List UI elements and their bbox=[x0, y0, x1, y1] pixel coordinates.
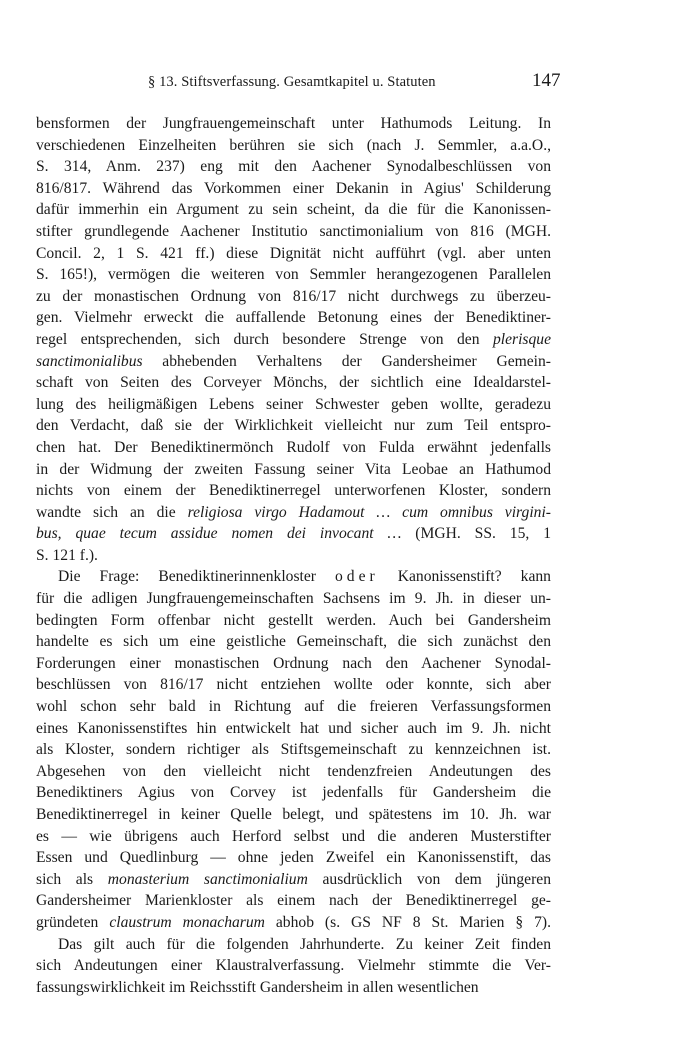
text-line bbox=[36, 156, 551, 178]
text-line bbox=[36, 178, 551, 200]
text-run: handelte es sich um eine geistliche Gemeinschaft, die sich zunächst den bbox=[36, 633, 551, 651]
text-run: zu der monastischen Ordnung von 816/17 nicht durchwegs zu überzeu- bbox=[36, 287, 551, 305]
page-number: 147 bbox=[532, 70, 561, 91]
running-head bbox=[36, 70, 561, 96]
text-run: wandte sich an die bbox=[36, 503, 188, 521]
text-line bbox=[36, 307, 551, 329]
text-run: eines Kanonissenstiftes hin entwickelt hat und sicher auch im 9. Jh. nicht bbox=[36, 719, 551, 737]
text-line bbox=[36, 264, 551, 286]
text-run: sich als bbox=[36, 870, 108, 888]
text-run: Concil. 2, 1 S. 421 ff.) diese Dignität nicht aufführt (vgl. aber unten bbox=[36, 244, 551, 262]
text-line bbox=[36, 459, 551, 481]
text-run: es — wie übrigens auch Herford selbst und die anderen Musterstifter bbox=[36, 827, 551, 845]
text-run: regel entsprechenden, sich durch besondere Strenge von den bbox=[36, 330, 493, 348]
text-line bbox=[36, 135, 551, 157]
text-line bbox=[36, 566, 551, 588]
text-line bbox=[36, 696, 551, 718]
text-run: beschlüssen von 816/17 nicht entziehen wollte oder konnte, sich aber bbox=[36, 676, 551, 694]
text-line bbox=[36, 372, 551, 394]
text-line bbox=[36, 329, 551, 351]
text-line bbox=[36, 890, 551, 912]
text-run: chen hat. Der Benediktinermönch Rudolf von Fulda erwähnt jedenfalls bbox=[36, 438, 551, 456]
text-run: in der Widmung der zweiten Fassung seiner Vita Leobae an Hathumod bbox=[36, 460, 551, 478]
text-line bbox=[36, 394, 551, 416]
text-run: wohl schon sehr bald in Richtung auf die freieren Verfassungsformen bbox=[36, 698, 551, 716]
text-run: abhob (s. GS NF 8 St. Marien § 7). bbox=[264, 913, 551, 931]
text-line bbox=[36, 718, 551, 740]
text-line bbox=[36, 804, 551, 826]
text-line bbox=[36, 631, 551, 653]
italic-text: claustrum monacharum bbox=[109, 913, 265, 931]
text-line bbox=[36, 351, 551, 373]
text-run: S. 165!), vermögen die weiteren von Semmler herangezogenen Parallelen bbox=[36, 266, 551, 284]
text-run: Die Frage: Benediktinerinnenkloster bbox=[58, 568, 335, 586]
text-run: Abgesehen von den vielleicht nicht tendenzfreien Andeutungen des bbox=[36, 762, 551, 780]
text-line bbox=[36, 221, 551, 243]
body-text bbox=[36, 113, 551, 998]
text-line bbox=[36, 739, 551, 761]
text-line bbox=[36, 113, 551, 135]
text-run: sich Andeutungen einer Klaustralverfassung. Vielmehr stimmte die Ver- bbox=[36, 957, 551, 975]
text-line bbox=[36, 653, 551, 675]
text-run: S. 314, Anm. 237) eng mit den Aachener Synodalbeschlüssen von bbox=[36, 158, 551, 176]
text-line bbox=[36, 243, 551, 265]
text-line bbox=[36, 286, 551, 308]
text-run: gen. Vielmehr erweckt die auffallende Betonung eines der Benediktiner- bbox=[36, 309, 551, 327]
text-run: lung des heiligmäßigen Lebens seiner Schwester geben wollte, geradezu bbox=[36, 395, 551, 413]
text-line bbox=[36, 782, 551, 804]
text-run: abhebenden Verhaltens der Gandersheimer Gemein- bbox=[142, 352, 551, 370]
text-run: Benediktinerregel in keiner Quelle belegt, und spätestens im 10. Jh. war bbox=[36, 806, 551, 823]
text-line bbox=[36, 977, 551, 999]
text-run: bensformen der Jungfrauengemeinschaft unter Hathumods Leitung. In bbox=[36, 115, 551, 132]
running-head-title: § 13. Stiftsverfassung. Gesamtkapitel u. Statuten bbox=[148, 74, 436, 90]
spaced-text: oder bbox=[335, 568, 379, 586]
text-line bbox=[36, 869, 551, 891]
text-line bbox=[36, 826, 551, 848]
text-line bbox=[36, 761, 551, 783]
italic-text: bus, quae tecum assidue nomen dei invocant … bbox=[36, 525, 402, 543]
text-run: 816/817. Während das Vorkommen einer Dekanin in Agius' Schilderung bbox=[36, 179, 551, 197]
text-run: Gandersheimer Marienkloster als einem nach der Benediktinerregel ge- bbox=[36, 892, 551, 910]
text-line bbox=[36, 502, 551, 524]
text-line bbox=[36, 480, 551, 502]
text-line bbox=[36, 847, 551, 869]
text-run: Das gilt auch für die folgenden Jahrhunderte. Zu keiner Zeit finden bbox=[58, 935, 551, 953]
text-run: Kanonissenstift? kann bbox=[378, 568, 551, 586]
italic-text: sanctimonialibus bbox=[36, 352, 143, 370]
text-run: nichts von einem der Benediktinerregel unterworfenen Kloster, sondern bbox=[36, 482, 551, 500]
text-run: S. 121 f.). bbox=[36, 546, 98, 564]
text-run: (MGH. SS. 15, 1 bbox=[401, 525, 551, 543]
italic-text: religiosa virgo Hadamout … cum omnibus virgini- bbox=[187, 503, 551, 521]
text-line bbox=[36, 523, 551, 545]
text-line bbox=[36, 415, 551, 437]
text-line bbox=[36, 437, 551, 459]
text-run: für die adligen Jungfrauengemeinschaften Sachsens im 9. Jh. in dieser un- bbox=[36, 590, 551, 608]
text-line bbox=[36, 674, 551, 696]
text-line bbox=[36, 934, 551, 956]
text-run: fassungswirklichkeit im Reichsstift Gandersheim in allen wesentlichen bbox=[36, 978, 479, 996]
text-line bbox=[36, 588, 551, 610]
text-run: bedingten Form offenbar nicht gestellt werden. Auch bei Gandersheim bbox=[36, 611, 551, 629]
text-run: dafür immerhin ein Argument zu sein scheint, da die für die Kanonissen- bbox=[36, 201, 551, 219]
text-run: den Verdacht, daß sie der Wirklichkeit vielleicht nur zum Teil entspro- bbox=[36, 417, 551, 435]
text-run: Forderungen einer monastischen Ordnung nach den Aachener Synodal- bbox=[36, 654, 551, 672]
text-run: Benediktiners Agius von Corvey ist jedenfalls für Gandersheim die bbox=[36, 784, 551, 802]
text-run: ausdrücklich von dem jüngeren bbox=[307, 870, 551, 888]
text-run: als Kloster, sondern richtiger als Stiftsgemeinschaft zu kennzeichnen ist. bbox=[36, 741, 551, 759]
text-run: verschiedenen Einzelheiten berühren sie sich (nach J. Semmler, a.a.O., bbox=[36, 136, 551, 154]
text-run: gründeten bbox=[36, 913, 110, 931]
text-run: schaft von Seiten des Corveyer Mönchs, der sichtlich eine Idealdarstel- bbox=[36, 374, 551, 392]
italic-text: plerisque bbox=[492, 330, 551, 348]
text-line bbox=[36, 545, 551, 567]
text-line bbox=[36, 955, 551, 977]
text-line bbox=[36, 610, 551, 632]
text-run: stifter grundlegende Aachener Institutio sanctimonialium von 816 (MGH. bbox=[36, 222, 551, 240]
text-run: Essen und Quedlinburg — ohne jeden Zweifel ein Kanonissenstift, das bbox=[36, 849, 551, 867]
text-line bbox=[36, 199, 551, 221]
italic-text: monasterium sanctimonialium bbox=[107, 870, 308, 888]
text-line bbox=[36, 912, 551, 934]
